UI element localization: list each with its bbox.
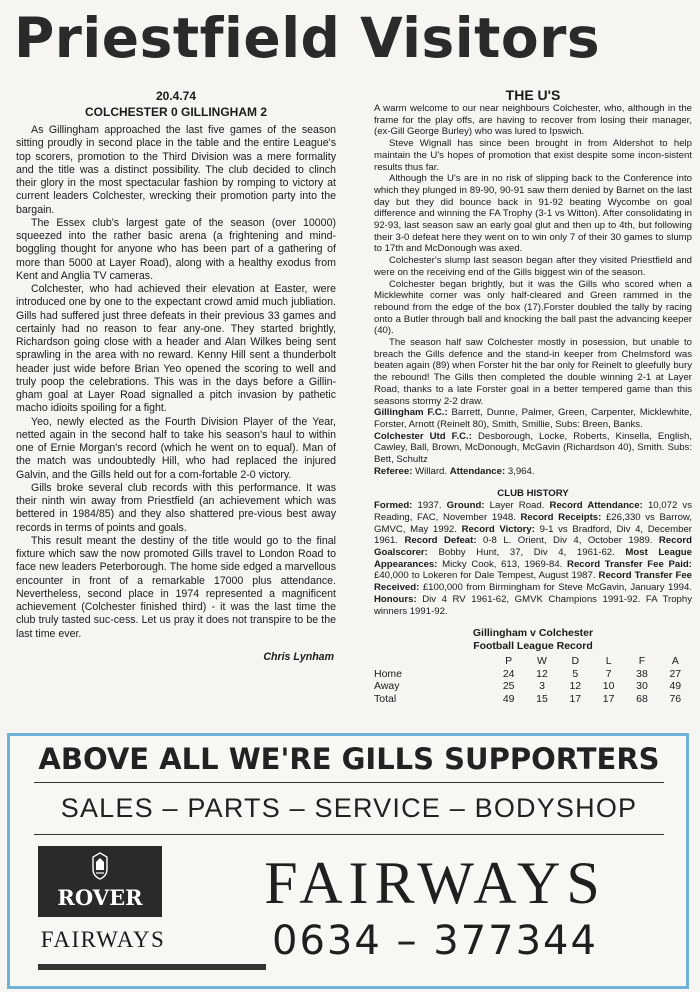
report-paragraph: The Essex club's largest gate of the season (over 10000) squeezed into the rather basic arena (a frightening and mind-boggling thought for anyone who has been part of a gathering of more than 5000 at Layer Road), along with a healthy exodus from Kent and Anglia TV cameras. — [16, 216, 336, 282]
match-score: COLCHESTER 0 GILLINGHAM 2 — [84, 105, 267, 119]
history-value: 1937. — [417, 500, 442, 512]
colchester-label: Colchester Utd F.C.: — [374, 430, 472, 442]
match-date: 20.4.74 — [155, 89, 197, 103]
gillingham-team: Barrett, Dunne, Palmer, Green, Carpenter, Micklewhite, Forster, Arnott (Reinelt 80), Smith, Smillie, Subs: Breen, Banks. — [374, 407, 692, 430]
history-value: £100,000 from Birmingham for Steve McGavin, January 1994. — [422, 582, 692, 594]
referee-name: Willard. — [415, 465, 448, 477]
history-value: Micky Cook, 613, 1969-84. — [442, 558, 563, 570]
report-paragraph: Gills broke several club records with this performance. It was their ninth win away from Priestfield (an achievement which was bettered in 1984/85) and they also shattered pre-vious best away records in terms of points and goals. — [16, 481, 336, 534]
row-label: Total — [374, 692, 397, 705]
table-cell: 17 — [602, 692, 615, 705]
league-record-title-line: Football League Record — [473, 640, 593, 653]
club-history-title: CLUB HISTORY — [497, 487, 569, 499]
match-report — [16, 88, 336, 664]
attendance-value: 3,964. — [507, 465, 535, 477]
report-paragraph: Yeo, newly elected as the Fourth Division Player of the Year, netted again in the second half to take his season's haul to within one of Ernie Morgan's record (which he went on to equal). Man of the match was undoubtedly Hill, who had replaced the injured Galvin, and the Gills held out for a com-fortable 2-0 victory. — [16, 415, 336, 481]
league-record-table — [374, 655, 692, 705]
fairways-advert — [7, 733, 689, 989]
table-row — [374, 668, 692, 681]
advert-headline: ABOVE ALL WE'RE GILLS SUPPORTERS — [38, 742, 660, 776]
us-paragraph: The season half saw Colchester mostly in posession, but unable to breach the Gills defence and the stand-in keeper from Chelmsford was beaten again (89) when Forster hit the bar only for Reinelt to gleefully bury the rebound! The Gills then completed the double winning 2-1 at Layer Road, thanks to a late Forster goal in a better tempered game than this seasons stormy 2-2 draw. — [374, 337, 692, 407]
row-label: Away — [374, 680, 400, 693]
advert-divider — [34, 834, 664, 835]
table-header-row — [374, 655, 692, 668]
attendance-label: Attendance: — [449, 465, 506, 477]
history-label: Formed: — [374, 500, 413, 512]
league-record-title-line: Gillingham v Colchester — [472, 627, 594, 640]
rover-badge-icon — [92, 852, 108, 880]
table-header: L — [605, 655, 612, 668]
colchester-lineup — [374, 431, 692, 466]
history-label: Record Goalscorer: — [374, 535, 692, 559]
table-cell: 24 — [502, 667, 515, 680]
club-history-text — [374, 500, 692, 617]
history-label: Record Attendance: — [549, 500, 643, 512]
table-cell: 12 — [569, 680, 582, 693]
table-cell: 76 — [669, 692, 682, 705]
history-label: Record Transfer Fee Received: — [374, 570, 693, 594]
table-header: P — [505, 655, 513, 668]
us-paragraph: A warm welcome to our near neighbours Colchester, who, although in the frame for the play offs, are having to recover from losing their manager, (ex-Gill George Burley) who was lured to Ipswich. — [374, 103, 692, 138]
us-title: THE U'S — [505, 87, 561, 103]
history-label: Most League Appearances: — [374, 547, 692, 570]
gillingham-label: Gillingham F.C.: — [374, 407, 448, 419]
table-row — [374, 693, 692, 706]
report-paragraph: Colchester, who had achieved their elevation at Easter, were introduced one by one to the expectant crowd amid much jubliation. Gills had suffered just three defeats in their previous 33 games and certainly had no reason to fear any-one. They started brightly, Richardson going close with a header and Alan Wilkes being sent sprawling in the area with no reward. Kenny Hill sent a thunderbolt header just wide before Brian Yeo opened the scoring to well and truly poop the celebrations. This was in the days before a Gillin-gham goal at Layer Road signalled a pitch invasion by pathetic macho idioits spoiling for a fight. — [16, 283, 336, 415]
history-label: Ground: — [446, 500, 485, 512]
row-label: Home — [374, 667, 403, 680]
table-cell: 27 — [669, 667, 682, 680]
table-header: F — [638, 655, 646, 668]
history-value: Div 4 RV 1961-62, GMVK Champions 1991-92. FA Trophy winners 1991-92. — [374, 593, 692, 617]
table-cell: 3 — [539, 680, 545, 693]
table-cell: 30 — [636, 680, 648, 693]
colchester-team: Desborough, Locke, Roberts, Kinsella, English, Cawley, Ball, Brown, McDonough, McGavin (Richardson 40), Smith. Subs: Bett, Schultz — [374, 430, 692, 466]
advert-services: SALES – PARTS – SERVICE – BODYSHOP — [60, 793, 638, 823]
table-header: D — [571, 655, 580, 668]
fairways-name: FAIRWAYS — [264, 850, 606, 916]
table-header: W — [537, 655, 547, 668]
history-label: Record Defeat: — [404, 535, 477, 547]
history-value: 9-1 vs Bradford, Div 4, December 1961. — [374, 523, 693, 547]
history-value: 10,072 vs Reading, FAC, November 1948. — [374, 500, 693, 523]
table-cell: 25 — [502, 680, 515, 693]
table-cell: 49 — [669, 680, 682, 693]
table-cell: 15 — [536, 692, 548, 705]
table-cell: 7 — [605, 667, 612, 680]
page-headline: Priestfield Visitors — [14, 6, 601, 70]
history-value: Bobby Hunt, 37, Div 4, 1961-62. — [438, 547, 615, 559]
table-cell: 68 — [636, 692, 648, 705]
us-paragraph: Colchester began brightly, but it was the Gills who scored when a Micklewhite corner was only half-cleared and Green rammed in the rebound from the edge of the box (17).Forster doubled the tally by racing onto a Butler through ball and knocking the ball past the advancing keeper (40). — [374, 278, 692, 337]
table-cell: 49 — [502, 692, 515, 705]
report-paragraph: This result meant the destiny of the title would go to the final fixture which saw the now promoted Gills travel to London Road to face new leaders Peterborough. The home side edged a marvellous encounter in front of a remarkable 17000 plus attendance. Nevertheless, second place in 1974 represented a magnificent achievement (Colchester finished third) - it was the last time the club truly tasted suc-cess. Let us pray it does not transpire to be the last time ever. — [16, 534, 336, 640]
history-value: £40,000 to Lokeren for Dale Tempest, August 1987. — [374, 570, 596, 582]
report-author: Chris Lynham — [263, 650, 334, 663]
table-cell: 38 — [636, 667, 648, 680]
referee-label: Referee: — [374, 465, 413, 477]
history-value: £26,330 vs Barrow, GMVC, May 1992. — [374, 511, 692, 535]
us-paragraph: Although the U's are in no risk of slipping back to the Conference into which they plunged in 89-90, 90-91 saw them denied by Barnet on the last day but they did bounce back in 91-92 beating Wycombe on goal difference and winning the FA Trophy (3-1 vs Witton). After consolidating in 92-93, last season saw an early goal glut and then up to 4th, but following their 3-0 defeat here they went on to win only 7 of their 30 games to slump to 17th and McDonough was axed. — [374, 173, 692, 255]
league-record-title — [374, 627, 692, 653]
history-value: Layer Road. — [489, 500, 545, 512]
rover-dealer-name: FAIRWAYS — [40, 927, 166, 952]
advert-divider — [34, 782, 664, 783]
rover-logo — [38, 846, 162, 917]
history-label: Honours: — [374, 593, 417, 605]
us-paragraph: Steve Wignall has since been brought in from Aldershot to help maintain the U's hopes of promotion that exist despite some incon-sistent results thus far. — [374, 138, 692, 173]
report-paragraph: As Gillingham approached the last five games of the season sitting proudly in second place in the table and the entire League's top scorers, promotion to the Third Division was a mere formality and the title was a distinct possibility. The club decided to clinch their glory in the most spectacular fashion by romping to victory at current leaders Colchester, wrecking their promotion party into the bargain. — [16, 124, 336, 216]
table-cell: 12 — [536, 667, 548, 680]
table-header: A — [671, 655, 679, 668]
gillingham-lineup — [374, 407, 692, 430]
history-label: Record Victory: — [461, 523, 535, 535]
history-label: Record Transfer Fee Paid: — [567, 558, 692, 570]
table-cell: 5 — [572, 667, 579, 680]
history-label: Record Receipts: — [520, 511, 602, 523]
table-row — [374, 680, 692, 693]
table-cell: 10 — [602, 680, 615, 693]
fairways-phone: 0634 – 377344 — [272, 918, 598, 964]
officials-line — [374, 466, 692, 478]
table-cell: 17 — [569, 692, 582, 705]
us-column — [374, 88, 692, 705]
history-value: 0-8 L. Orient, Div 4, October 1989. — [483, 535, 653, 547]
rover-brand: ROVER — [57, 885, 143, 910]
us-paragraph: Colchester's slump last season began after they visited Priestfield and were on the receiving end of the Gills biggest win of the season. — [374, 255, 692, 278]
